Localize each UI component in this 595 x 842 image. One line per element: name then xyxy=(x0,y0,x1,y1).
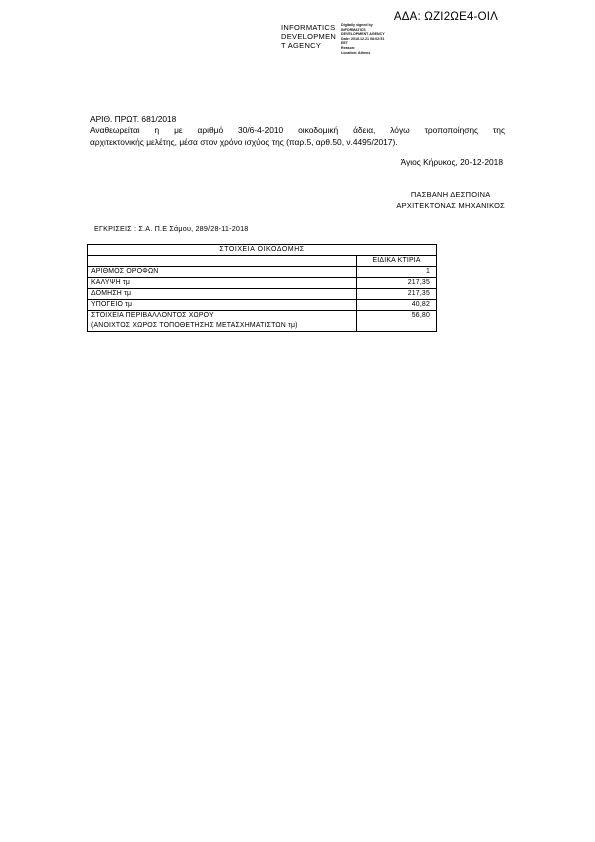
signer-line: DEVELOPMEN xyxy=(281,32,337,41)
signature-line: DEVELOPMENT AGENCY xyxy=(341,32,385,37)
table-row xyxy=(88,311,437,332)
signer-organization xyxy=(281,23,339,50)
engineer-title: ΑΡΧΙΤΕΚΤΟΝΑΣ ΜΗΧΑΝΙΚΟΣ xyxy=(396,200,505,210)
column-header: ΕΙΔΙΚΑ ΚΤΙΡΙΑ xyxy=(357,256,437,267)
row-label-line-2: (ΑΝΟΙΧΤΟΣ ΧΩΡΟΣ ΤΟΠΟΘΕΤΗΣΗΣ ΜΕΤΑΣΧΗΜΑΤΙΣΤΩΝ τμ) xyxy=(91,322,298,329)
place-date: Άγιος Κήρυκος, 20-12-2018 xyxy=(400,157,503,167)
protocol-number: ΑΡΙΘ. ΠΡΩΤ. 681/2018 xyxy=(90,114,177,124)
signature-line: Date: 2018.12.21 08:02:51 xyxy=(341,36,385,41)
table-header-row xyxy=(88,256,437,267)
revision-line-1: Αναθεωρείται η με αριθμό 30/6-4-2010 οικοδομική άδεια, λόγω τροποποίησης της xyxy=(90,125,505,135)
signature-line: EET xyxy=(341,41,348,46)
row-label: ΔΟΜΗΣΗ τμ xyxy=(88,289,357,300)
building-data-table xyxy=(87,244,437,332)
row-value: 217,35 xyxy=(357,289,437,300)
table-title: ΣΤΟΙΧΕΙΑ ΟΙΚΟΔΟΜΗΣ xyxy=(88,245,437,256)
engineer-name: ΠΑΣΒΑΝΗ ΔΕΣΠΟΙΝΑ xyxy=(410,190,491,199)
table-header-empty xyxy=(88,256,357,267)
ada-code: ΑΔΑ: ΩΖΙ2ΩΕ4-ΟΙΛ xyxy=(393,11,498,23)
table-row xyxy=(88,267,437,278)
row-value: 40,82 xyxy=(357,300,437,311)
row-label xyxy=(88,311,357,332)
signature-line: Location: Athens xyxy=(341,50,371,55)
revision-line-2: αρχιτεκτονικής μελέτης, μέσα στον χρόνο ισχύος της (παρ.5, αρθ.50, ν.4495/2017). xyxy=(90,137,398,148)
row-label: ΥΠΟΓΕΙΟ τμ xyxy=(88,300,357,311)
signature-line: INFORMATICS xyxy=(341,27,366,32)
signature-line: Reason: xyxy=(341,45,356,50)
signer-line: T AGENCY xyxy=(281,41,322,50)
signer-line: INFORMATICS xyxy=(281,23,336,32)
approvals: ΕΓΚΡΙΣΕΙΣ : Σ.Α. Π.Ε Σάμου, 289/28-11-2018 xyxy=(94,224,249,233)
signature-details xyxy=(341,23,421,55)
table-row xyxy=(88,300,437,311)
row-value: 1 xyxy=(357,267,437,278)
engineer-block xyxy=(396,190,505,211)
signature-line: Digitally signed by xyxy=(341,23,373,27)
row-label: ΑΡΙΘΜΟΣ ΟΡΟΦΩΝ xyxy=(88,267,357,278)
table-row xyxy=(88,289,437,300)
row-label-line-1: ΣΤΟΙΧΕΙΑ ΠΕΡΙΒΑΛΛΟΝΤΟΣ ΧΩΡΟΥ xyxy=(91,312,214,319)
row-value: 56,80 xyxy=(357,311,437,332)
table-row xyxy=(88,278,437,289)
table-title-row xyxy=(88,245,437,256)
row-label: ΚΑΛΥΨΗ τμ xyxy=(88,278,357,289)
row-value: 217,35 xyxy=(357,278,437,289)
revision-statement xyxy=(90,124,505,148)
